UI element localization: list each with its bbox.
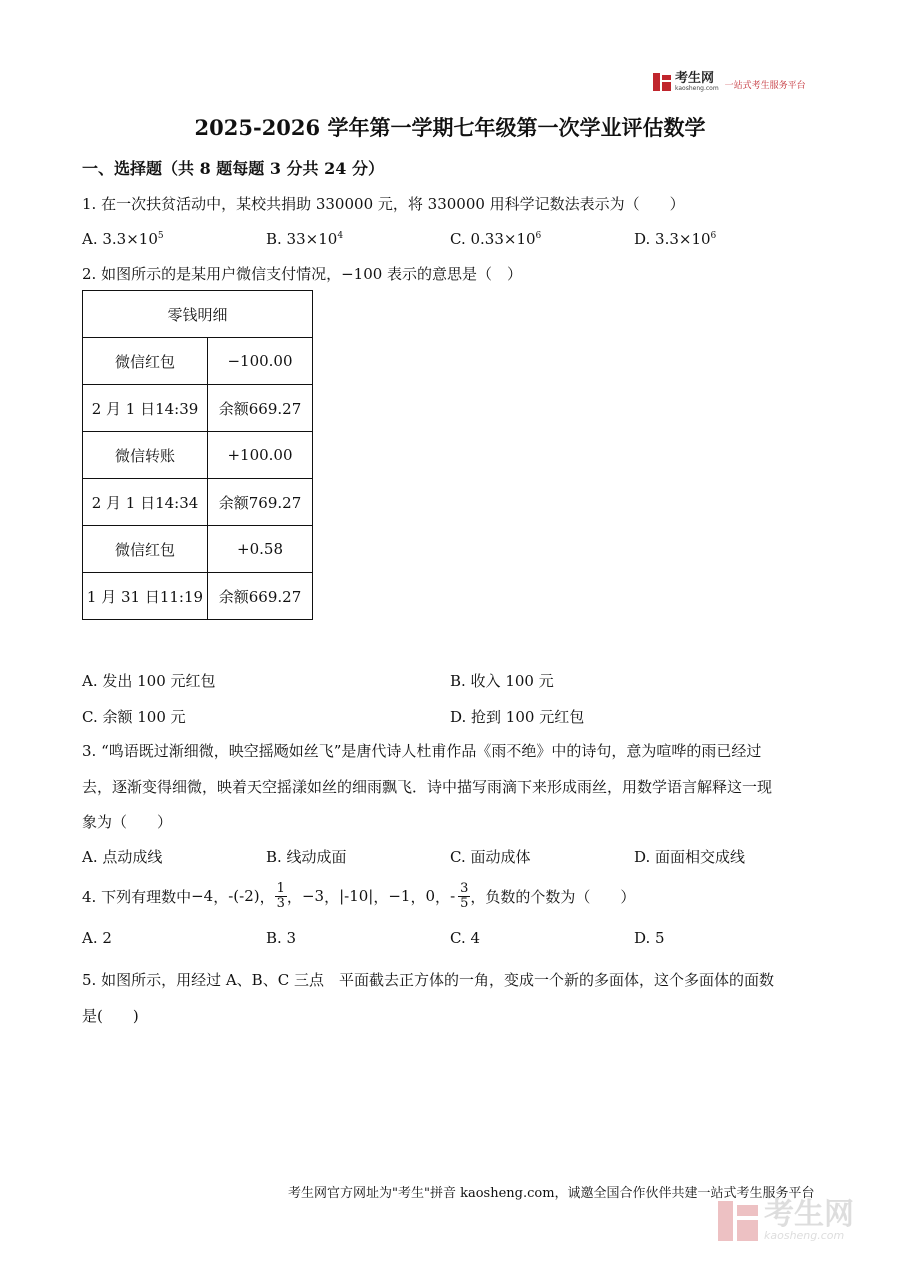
- table-cell: −100.00: [208, 338, 313, 385]
- q3-option-b: B. 线动成面: [266, 848, 347, 866]
- table-row: [83, 573, 313, 620]
- q4-item: −4: [191, 887, 214, 905]
- table-cell: +100.00: [208, 432, 313, 479]
- q1-option-c: C. $0.33\times 10^6$: [450, 230, 542, 248]
- q4-tail: ，负数的个数为（ ）: [470, 887, 636, 906]
- q2-option-b: B. 收入 100 元: [450, 672, 554, 690]
- question-3-line-1: 3. “鸣语既过渐细微，映空摇飏如丝飞”是唐代诗人杜甫作品《雨不绝》中的诗句，意为喧哗的雨已经过: [82, 742, 762, 760]
- question-2-stem: 2. 如图所示的是某用户微信支付情况，−100 表示的意思是（ ）: [82, 265, 523, 283]
- section-heading: 一、选择题（共 8 题每题 3 分共 24 分）: [82, 159, 384, 178]
- watermark-url: kaosheng.com: [764, 1229, 845, 1242]
- brand-logo: [653, 72, 806, 92]
- table-cell: 余额769.27: [208, 479, 313, 526]
- q1-option-b: B. $33\times 10^4$: [266, 230, 344, 248]
- q4-option-d: D. 5: [634, 929, 665, 947]
- q1-option-d: D. $3.3\times 10^6$: [634, 230, 717, 248]
- table-cell: 余额669.27: [208, 573, 313, 620]
- q4-item: -(-2): [228, 887, 260, 905]
- q3-option-c: C. 面动成体: [450, 848, 531, 866]
- q2-option-a: A. 发出 100 元红包: [82, 672, 216, 690]
- table-cell: +0.58: [208, 526, 313, 573]
- table-cell: 2 月 1 日14:34: [83, 479, 208, 526]
- page-title: 2025-2026 学年第一学期七年级第一次学业评估数学: [194, 115, 706, 140]
- table-row: [83, 526, 313, 573]
- watermark: [718, 1197, 854, 1242]
- brand-url: kaosheng.com: [675, 85, 719, 92]
- question-5-line-2: 是( ): [82, 1007, 139, 1025]
- table-cell: 微信红包: [83, 526, 208, 573]
- q2-option-c: C. 余额 100 元: [82, 708, 186, 726]
- brand-logo-icon: [653, 73, 671, 91]
- q4-option-b: B. 3: [266, 929, 297, 947]
- q4-fraction-2-sign: -: [450, 887, 456, 905]
- footer-text: 考生网官方网址为"考生"拼音 kaosheng.com，诚邀全国合作伙伴共建一站式考生服务平台: [288, 1186, 815, 1201]
- q4-item: −1: [388, 887, 411, 905]
- watermark-logo-icon: [718, 1201, 758, 1241]
- brand-slogan: 一站式考生服务平台: [724, 80, 806, 91]
- q4-item: −3: [301, 887, 325, 905]
- table-header-cell: 零钱明细: [83, 291, 313, 338]
- question-3-line-2: 去，逐渐变得细微，映着天空摇漾如丝的细雨飘飞．诗中描写雨滴下来形成雨丝，用数学语言解释这一现: [82, 778, 773, 796]
- question-4-stem: 4. 下列有理数中 −4 ， -(-2) ， $\frac{1}{3}$ ， −3 ， |-10| ， −1 ， 0 ， - $\frac{3}{5}$ ，负数的个数为（ ）: [82, 880, 636, 911]
- brand-name: 考生网: [675, 71, 715, 86]
- wechat-change-table: [82, 290, 313, 620]
- table-row: [83, 385, 313, 432]
- table-cell: 2 月 1 日14:39: [83, 385, 208, 432]
- q4-option-c: C. 4: [450, 929, 481, 947]
- q3-option-d: D. 面面相交成线: [634, 848, 746, 866]
- table-row: [83, 479, 313, 526]
- table-cell: 余额669.27: [208, 385, 313, 432]
- table-row: [83, 432, 313, 479]
- q4-option-a: A. 2: [82, 929, 112, 947]
- q4-fraction-1: $\frac{1}{3}$: [276, 880, 285, 911]
- watermark-name: 考生网: [764, 1197, 854, 1232]
- question-5-line-1: 5. 如图所示，用经过 A、B、C 三点 平面截去正方体的一角，变成一个新的多面体，这个多面体的面数: [82, 971, 774, 989]
- question-3-line-3: 象为（ ）: [82, 813, 173, 831]
- q4-item: |-10|: [339, 887, 374, 905]
- q4-item: 0: [425, 887, 436, 905]
- table-cell: 微信转账: [83, 432, 208, 479]
- q3-option-a: A. 点动成线: [82, 848, 163, 866]
- table-cell: 1 月 31 日11:19: [83, 573, 208, 620]
- q4-fraction-2: $\frac{3}{5}$: [460, 880, 469, 911]
- q1-option-a: A. $3.3\times 10^5$: [82, 230, 164, 248]
- table-row: [83, 338, 313, 385]
- q2-option-d: D. 抢到 100 元红包: [450, 708, 585, 726]
- q4-lead: 4. 下列有理数中: [82, 887, 192, 906]
- question-1-stem: 1. 在一次扶贫活动中，某校共捐助 330000 元，将 330000 用科学记数法表示为（ ）: [82, 195, 685, 213]
- table-row: [83, 291, 313, 338]
- table-cell: 微信红包: [83, 338, 208, 385]
